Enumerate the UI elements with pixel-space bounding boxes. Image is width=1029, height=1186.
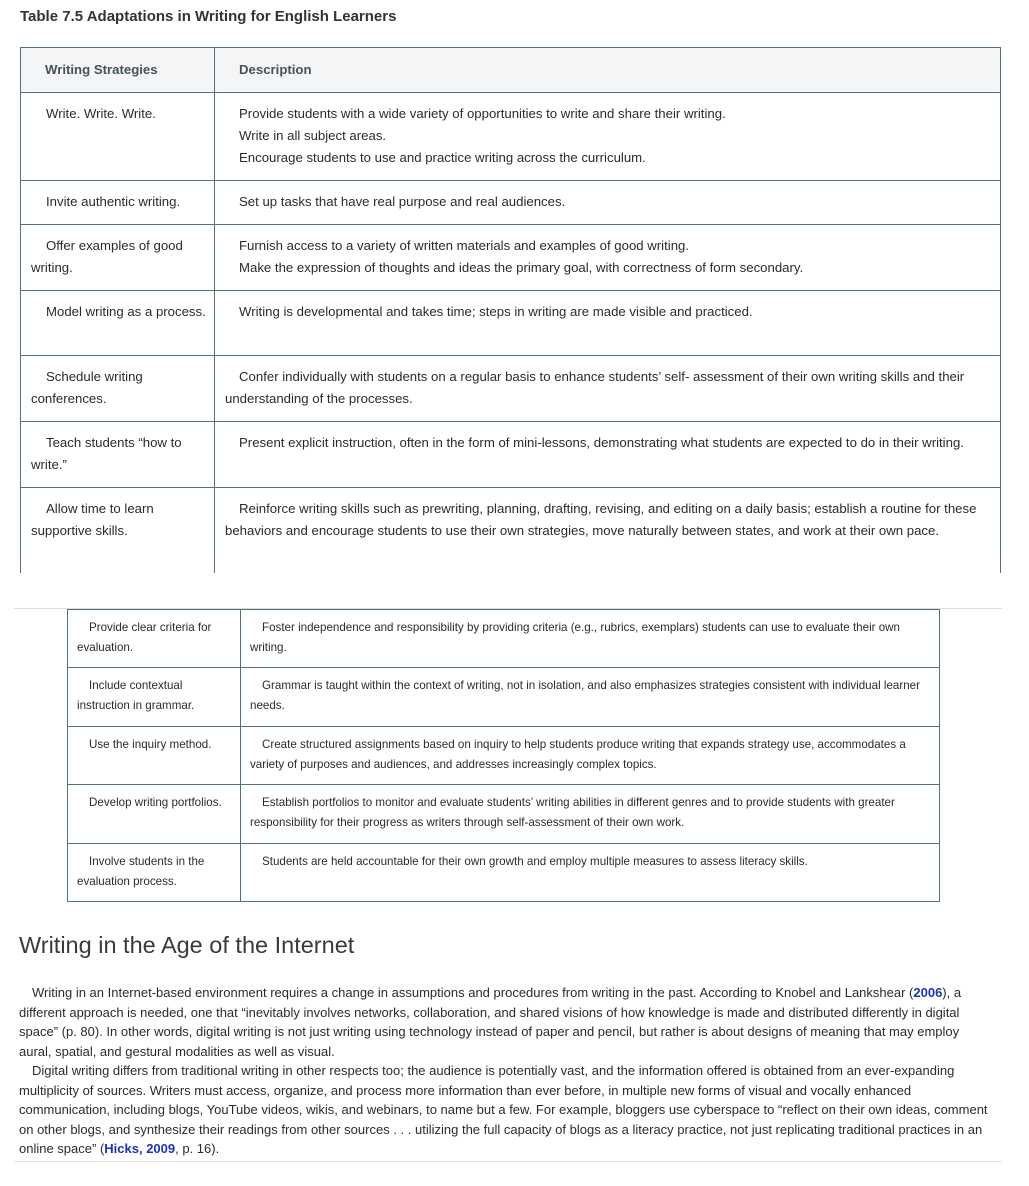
- table-row: [68, 785, 940, 844]
- strategy-cell: Schedule writing conferences.: [21, 356, 215, 422]
- strategy-cell: Offer examples of good writing.: [21, 225, 215, 291]
- description-cell: Students are held accountable for their own growth and employ multiple measures to assess literacy skills.: [241, 844, 940, 902]
- table-header-row: [21, 48, 1001, 93]
- table-row: [68, 727, 940, 785]
- section-heading: Writing in the Age of the Internet: [19, 932, 355, 958]
- table-row: [21, 181, 1001, 225]
- table-row: [68, 610, 940, 668]
- citation-link-hicks[interactable]: Hicks, 2009: [104, 1141, 176, 1156]
- table-row: [21, 93, 1001, 181]
- strategy-cell: Use the inquiry method.: [68, 727, 241, 785]
- description-cell: Present explicit instruction, often in the form of mini-lessons, demonstrating what students are expected to do in their writing.: [215, 422, 1001, 488]
- strategy-cell: Provide clear criteria for evaluation.: [68, 610, 241, 668]
- paragraph: Digital writing differs from traditional writing in other respects too; the audience is potentially vast, and the information offered is obtained from an ever-expanding multiplicity of sources. Writers must access, organize, and process more information than ever before, in multiple new forms of visual and vocally enhanced communication, including blogs, YouTube videos, wikis, and webinars, to name but a few. For example, bloggers use cyberspace to “reflect on their own ideas, comment on other blogs, and synthesize their readings from other sources . . . utilizing the full capacity of blogs as a literacy practice, not just replicating traditional practices in an online space” (Hicks, 2009, p. 16).: [19, 1063, 988, 1156]
- strategy-cell: Write. Write. Write.: [21, 93, 215, 181]
- description-cell: Writing is developmental and takes time; steps in writing are made visible and practiced.: [215, 291, 1001, 356]
- section-body: [19, 983, 994, 1159]
- description-cell: Confer individually with students on a regular basis to enhance students’ self- assessment of their own writing skills and their understanding of the processes.: [215, 356, 1001, 422]
- description-cell: Set up tasks that have real purpose and real audiences.: [215, 181, 1001, 225]
- description-cell: Foster independence and responsibility by providing criteria (e.g., rubrics, exemplars) students can use to evaluate their own writing.: [241, 610, 940, 668]
- strategies-table-continued: [67, 609, 940, 902]
- description-cell: Create structured assignments based on inquiry to help students produce writing that expands strategy use, accommodates a variety of purposes and audiences, and addresses increasingly complex topics.: [241, 727, 940, 785]
- strategy-cell: Model writing as a process.: [21, 291, 215, 356]
- table-caption: Table 7.5 Adaptations in Writing for English Learners: [20, 8, 397, 25]
- citation-link-knobel-lankshear[interactable]: 2006: [913, 985, 943, 1000]
- strategy-cell: Involve students in the evaluation process.: [68, 844, 241, 902]
- table-row: [21, 356, 1001, 422]
- strategies-table: [20, 47, 1001, 573]
- strategy-cell: Allow time to learn supportive skills.: [21, 488, 215, 573]
- description-cell: Provide students with a wide variety of opportunities to write and share their writing. Write in all subject areas. Encourage students to use and practice writing across the curriculum.: [215, 93, 1001, 181]
- description-cell: Reinforce writing skills such as prewriting, planning, drafting, revising, and editing on a daily basis; establish a routine for these behaviors and encourage students to use their own strategies, move naturally between states, and work at their own pace.: [215, 488, 1001, 573]
- description-cell: Establish portfolios to monitor and evaluate students’ writing abilities in different genres and to provide students with greater responsibility for their progress as writers through self-assessment of their own work.: [241, 785, 940, 844]
- paragraph: Writing in an Internet-based environment requires a change in assumptions and procedures from writing in the past. According to Knobel and Lankshear (2006), a different approach is needed, one that “inevitably involves networks, collaboration, and shared visions of how knowledge is made and distributed differently in digital space” (p. 80). In other words, digital writing is not just writing using technology instead of paper and pencil, but rather is about designs of meaning that may employ aural, spatial, and gestural modalities as well as visual.: [19, 985, 962, 1059]
- table-row: [21, 422, 1001, 488]
- strategy-cell: Invite authentic writing.: [21, 181, 215, 225]
- table-row: [68, 668, 940, 727]
- table-row: [68, 844, 940, 902]
- table-row: [21, 225, 1001, 291]
- header-description: Description: [215, 48, 1001, 93]
- bottom-divider: [14, 1161, 1002, 1162]
- strategy-cell: Develop writing portfolios.: [68, 785, 241, 844]
- strategy-cell: Include contextual instruction in grammar.: [68, 668, 241, 727]
- description-cell: Furnish access to a variety of written materials and examples of good writing. Make the expression of thoughts and ideas the primary goal, with correctness of form secondary.: [215, 225, 1001, 291]
- description-cell: Grammar is taught within the context of writing, not in isolation, and also emphasizes strategies consistent with individual learner needs.: [241, 668, 940, 727]
- table-row: [21, 488, 1001, 573]
- strategy-cell: Teach students “how to write.”: [21, 422, 215, 488]
- table-row: [21, 291, 1001, 356]
- header-writing-strategies: Writing Strategies: [21, 48, 215, 93]
